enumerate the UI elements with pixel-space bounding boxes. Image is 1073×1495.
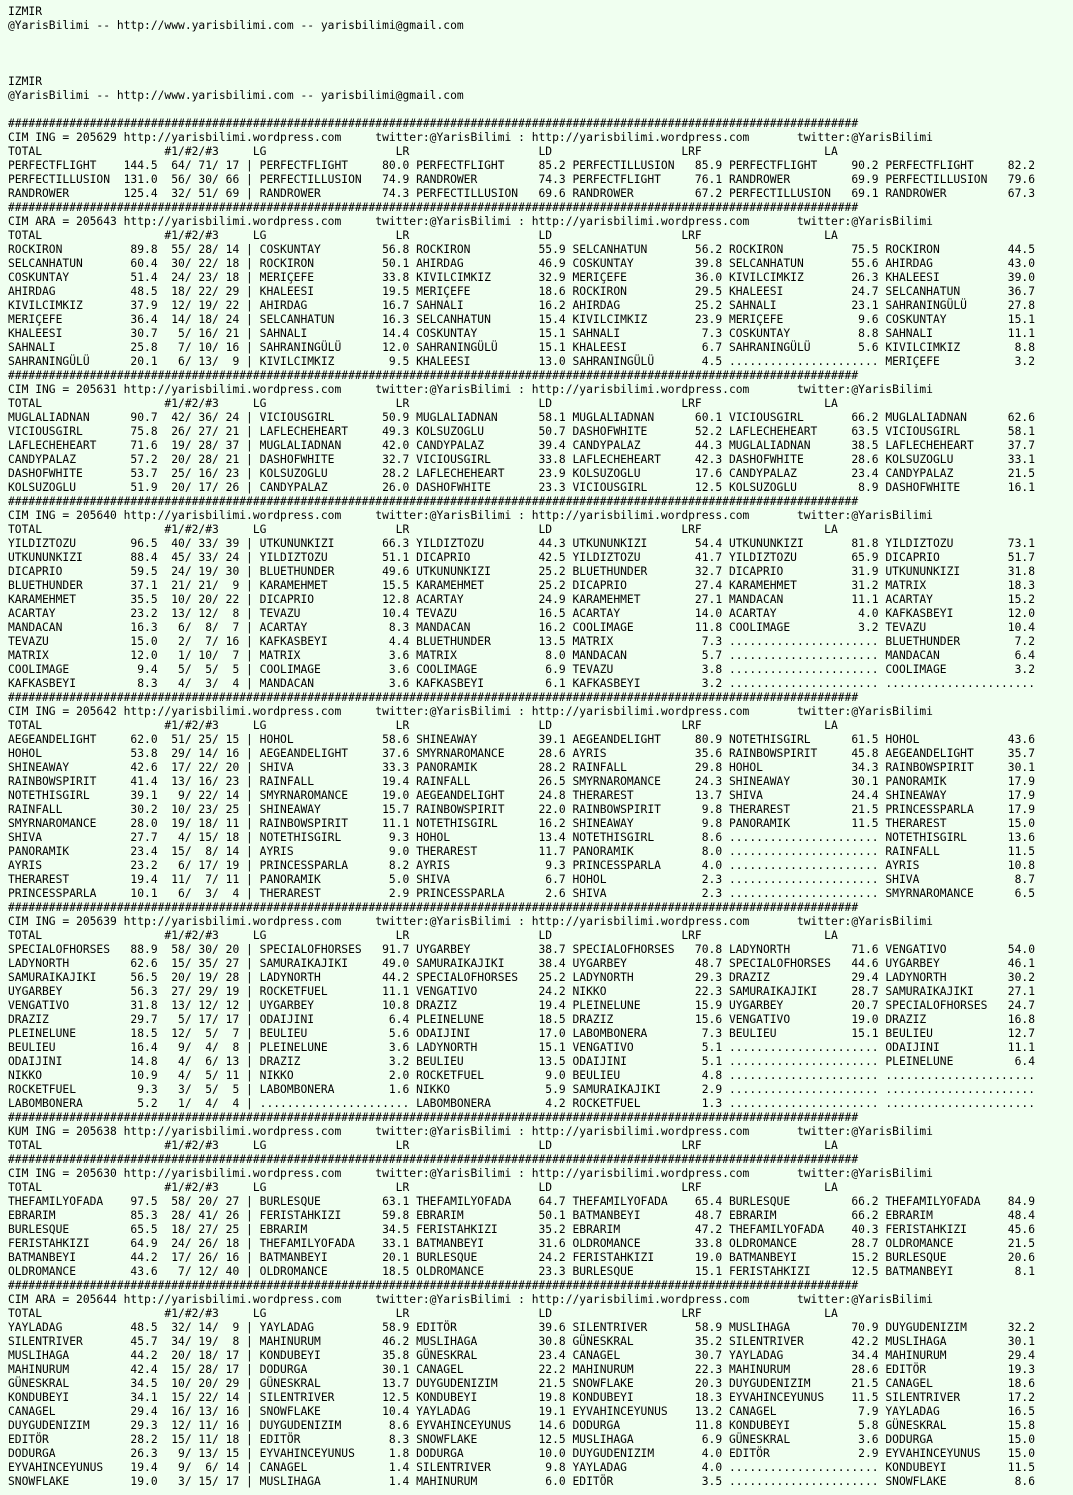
result-row: LADYNORTH 62.6 15/ 35/ 27 | SAMURAIKAJIKI 49.0 SAMURAIKAJIKI 38.4 UYGARBEY 48.7 SPECIALOFHORSES 44.6 UYGARBEY 46.1 [8,957,1035,970]
result-row: COOLIMAGE 9.4 5/ 5/ 5 | COOLIMAGE 3.6 COOLIMAGE 6.9 TEVAZU 3.8 ...................... COOLIMAGE 3.2 [8,663,1035,676]
result-row: ODAIJINI 14.8 4/ 6/ 13 | DRAZIZ 3.2 BEULIEU 13.5 ODAIJINI 5.1 ...................... PLEINELUNE 6.4 [8,1055,1035,1068]
result-row: OLDROMANCE 43.6 7/ 12/ 40 | OLDROMANCE 18.5 OLDROMANCE 23.3 BURLESQUE 15.1 FERISTAHKIZI 12.5 BATMANBEYI 8.1 [8,1265,1035,1278]
result-row: DODURGA 26.3 9/ 13/ 15 | EYVAHINCEYUNUS 1.8 DODURGA 10.0 DUYGUDENIZIM 4.0 EDITÖR 2.9 EYVAHINCEYUNUS 15.0 [8,1447,1035,1460]
result-row: SILENTRIVER 45.7 34/ 19/ 8 | MAHINURUM 46.2 MUSLIHAGA 30.8 GÜNESKRAL 35.2 SILENTRIVER 42.2 MUSLIHAGA 30.1 [8,1335,1035,1348]
result-row: BLUETHUNDER 37.1 21/ 21/ 9 | KARAMEHMET 15.5 KARAMEHMET 25.2 DICAPRIO 27.4 KARAMEHMET 31.2 MATRIX 18.3 [8,579,1035,592]
column-header: TOTAL #1/#2/#3 LG LR LD LRF LA [8,1139,838,1152]
section-divider: ############################################################################################################################# [8,201,859,214]
result-row: PRINCESSPARLA 10.1 6/ 3/ 4 | THERAREST 2.9 PRINCESSPARLA 2.6 SHIVA 2.3 ...................... SMYRNAROMANCE 6.5 [8,887,1035,900]
blank-line [8,61,1073,75]
race-header: CIM ING = 205642 http://yarisbilimi.wordpress.com twitter:@YarisBilimi : http://yarisbilimi.wordpress.com twitter:@YarisBilimi [8,705,933,718]
result-row: AHIRDAG 48.5 18/ 22/ 29 | KHALEESI 19.5 MERIÇEFE 18.6 ROCKIRON 29.5 KHALEESI 24.7 SELCANHATUN 36.7 [8,285,1035,298]
result-row: SAHNALI 25.8 7/ 10/ 16 | SAHRANINGÜLÜ 12.0 SAHRANINGÜLÜ 15.1 KHALEESI 6.7 SAHRANINGÜLÜ 5.6 KIVILCIMKIZ 8.8 [8,341,1035,354]
result-row: KOLSUZOGLU 51.9 20/ 17/ 26 | CANDYPALAZ 26.0 DASHOFWHITE 23.3 VICIOUSGIRL 12.5 KOLSUZOGLU 8.9 DASHOFWHITE 16.1 [8,481,1035,494]
result-row: BATMANBEYI 44.2 17/ 26/ 16 | BATMANBEYI 20.1 BURLESQUE 24.2 FERISTAHKIZI 19.0 BATMANBEYI 15.2 BURLESQUE 20.6 [8,1251,1035,1264]
section-divider: ############################################################################################################################# [8,369,859,382]
column-header: TOTAL #1/#2/#3 LG LR LD LRF LA [8,523,838,536]
city-title: IZMIR [8,5,43,18]
result-row: MATRIX 12.0 1/ 10/ 7 | MATRIX 3.6 MATRIX 8.0 MANDACAN 5.7 ...................... MANDACAN 6.4 [8,649,1035,662]
section-divider: ############################################################################################################################# [8,495,859,508]
race-header: KUM ING = 205638 http://yarisbilimi.wordpress.com twitter:@YarisBilimi : http://yarisbilimi.wordpress.com twitter:@YarisBilimi [8,1125,933,1138]
section-divider: ############################################################################################################################# [8,117,859,130]
result-row: COSKUNTAY 51.4 24/ 23/ 18 | MERIÇEFE 33.8 KIVILCIMKIZ 32.9 MERIÇEFE 36.0 KIVILCIMKIZ 26.3 KHALEESI 39.0 [8,271,1035,284]
result-row: UYGARBEY 56.3 27/ 29/ 19 | ROCKETFUEL 11.1 VENGATIVO 24.2 NIKKO 22.3 SAMURAIKAJIKI 28.7 SAMURAIKAJIKI 27.1 [8,985,1035,998]
result-row: AYRIS 23.2 6/ 17/ 19 | PRINCESSPARLA 8.2 AYRIS 9.3 PRINCESSPARLA 4.0 ...................... AYRIS 10.8 [8,859,1035,872]
result-row: DICAPRIO 59.5 24/ 19/ 30 | BLUETHUNDER 49.6 UTKUNUNKIZI 25.2 BLUETHUNDER 32.7 DICAPRIO 31.9 UTKUNUNKIZI 31.8 [8,565,1035,578]
result-row: SNOWFLAKE 19.0 3/ 15/ 17 | MUSLIHAGA 1.4 MAHINURUM 6.0 EDITÖR 3.5 ...................... SNOWFLAKE 8.6 [8,1475,1035,1488]
result-row: RANDROWER 125.4 32/ 51/ 69 | RANDROWER 74.3 PERFECTILLUSION 69.6 RANDROWER 67.2 PERFECTILLUSION 69.1 RANDROWER 67.3 [8,187,1035,200]
result-row: HOHOL 53.8 29/ 14/ 16 | AEGEANDELIGHT 37.6 SMYRNAROMANCE 28.6 AYRIS 35.6 RAINBOWSPIRIT 45.8 AEGEANDELIGHT 35.7 [8,747,1035,760]
result-row: EDITÖR 28.2 15/ 11/ 18 | EDITÖR 8.3 SNOWFLAKE 12.5 MUSLIHAGA 6.9 GÜNESKRAL 3.6 DODURGA 15.0 [8,1433,1035,1446]
column-header: TOTAL #1/#2/#3 LG LR LD LRF LA [8,145,838,158]
city-title: IZMIR [8,75,43,88]
result-row: VENGATIVO 31.8 13/ 12/ 12 | UYGARBEY 10.8 DRAZIZ 19.4 PLEINELUNE 15.9 UYGARBEY 20.7 SPECIALOFHORSES 24.7 [8,999,1035,1012]
section-divider: ############################################################################################################################# [8,1111,859,1124]
blank-line [8,33,1073,47]
result-row: DASHOFWHITE 53.7 25/ 16/ 23 | KOLSUZOGLU 28.2 LAFLECHEHEART 23.9 KOLSUZOGLU 17.6 CANDYPALAZ 23.4 CANDYPALAZ 21.5 [8,467,1035,480]
result-row: KIVILCIMKIZ 37.9 12/ 19/ 22 | AHIRDAG 16.7 SAHNALI 16.2 AHIRDAG 25.2 SAHNALI 23.1 SAHRANINGÜLÜ 27.8 [8,299,1035,312]
contact-line: @YarisBilimi -- http://www.yarisbilimi.com -- yarisbilimi@gmail.com [8,89,464,102]
result-row: ROCKIRON 89.8 55/ 28/ 14 | COSKUNTAY 56.8 ROCKIRON 55.9 SELCANHATUN 56.2 ROCKIRON 75.5 ROCKIRON 44.5 [8,243,1035,256]
result-row: PANORAMIK 23.4 15/ 8/ 14 | AYRIS 9.0 THERAREST 11.7 PANORAMIK 8.0 ...................... RAINFALL 11.5 [8,845,1035,858]
result-row: EBRARIM 85.3 28/ 41/ 26 | FERISTAHKIZI 59.8 EBRARIM 50.1 BATMANBEYI 48.7 EBRARIM 66.2 EBRARIM 48.4 [8,1209,1035,1222]
result-row: LABOMBONERA 5.2 1/ 4/ 4 | ...................... LABOMBONERA 4.2 ROCKETFUEL 1.3 ...................... ...................... [8,1097,1035,1110]
result-row: SHIVA 27.7 4/ 15/ 18 | NOTETHISGIRL 9.3 HOHOL 13.4 NOTETHISGIRL 8.6 ...................... NOTETHISGIRL 13.6 [8,831,1035,844]
result-row: TEVAZU 15.0 2/ 7/ 16 | KAFKASBEYI 4.4 BLUETHUNDER 13.5 MATRIX 7.3 ...................... BLUETHUNDER 7.2 [8,635,1035,648]
result-row: UTKUNUNKIZI 88.4 45/ 33/ 24 | YILDIZTOZU 51.1 DICAPRIO 42.5 YILDIZTOZU 41.7 YILDIZTOZU 65.9 DICAPRIO 51.7 [8,551,1035,564]
column-header: TOTAL #1/#2/#3 LG LR LD LRF LA [8,929,838,942]
result-row: BEULIEU 16.4 9/ 4/ 8 | PLEINELUNE 3.6 LADYNORTH 15.1 VENGATIVO 5.1 ...................... ODAIJINI 11.1 [8,1041,1035,1054]
section-divider: ############################################################################################################################# [8,1279,859,1292]
result-row: PERFECTILLUSION 131.0 56/ 30/ 66 | PERFECTILLUSION 74.9 RANDROWER 74.3 PERFECTFLIGHT 76.1 RANDROWER 69.9 PERFECTILLUSION 79.6 [8,173,1035,186]
result-row: PERFECTFLIGHT 144.5 64/ 71/ 17 | PERFECTFLIGHT 80.0 PERFECTFLIGHT 85.2 PERFECTILLUSION 85.9 PERFECTFLIGHT 90.2 PERFECTFLIGHT 82.2 [8,159,1035,172]
result-row: CANDYPALAZ 57.2 20/ 28/ 21 | DASHOFWHITE 32.7 VICIOUSGIRL 33.8 LAFLECHEHEART 42.3 DASHOFWHITE 28.6 KOLSUZOGLU 33.1 [8,453,1035,466]
result-row: KAFKASBEYI 8.3 4/ 3/ 4 | MANDACAN 3.6 KAFKASBEYI 6.1 KAFKASBEYI 3.2 ...................... ...................... [8,677,1035,690]
result-row: SMYRNAROMANCE 28.0 19/ 18/ 11 | RAINBOWSPIRIT 11.1 NOTETHISGIRL 16.2 SHINEAWAY 9.8 PANORAMIK 11.5 THERAREST 15.0 [8,817,1035,830]
column-header: TOTAL #1/#2/#3 LG LR LD LRF LA [8,1307,838,1320]
result-row: MUGLALIADNAN 90.7 42/ 36/ 24 | VICIOUSGIRL 50.9 MUGLALIADNAN 58.1 MUGLALIADNAN 60.1 VICIOUSGIRL 66.2 MUGLALIADNAN 62.6 [8,411,1035,424]
race-header: CIM ING = 205630 http://yarisbilimi.wordpress.com twitter:@YarisBilimi : http://yarisbilimi.wordpress.com twitter:@YarisBilimi [8,1167,933,1180]
column-header: TOTAL #1/#2/#3 LG LR LD LRF LA [8,397,838,410]
column-header: TOTAL #1/#2/#3 LG LR LD LRF LA [8,719,838,732]
result-row: SPECIALOFHORSES 88.9 58/ 30/ 20 | SPECIALOFHORSES 91.7 UYGARBEY 38.7 SPECIALOFHORSES 70.8 LADYNORTH 71.6 VENGATIVO 54.0 [8,943,1035,956]
section-divider: ############################################################################################################################# [8,691,859,704]
result-row: SAMURAIKAJIKI 56.5 20/ 19/ 28 | LADYNORTH 44.2 SPECIALOFHORSES 25.2 LADYNORTH 29.3 DRAZIZ 29.4 LADYNORTH 30.2 [8,971,1035,984]
result-row: EYVAHINCEYUNUS 19.4 9/ 6/ 14 | CANAGEL 1.4 SILENTRIVER 9.8 YAYLADAG 4.0 ...................... KONDUBEYI 11.5 [8,1461,1035,1474]
section-divider: ############################################################################################################################# [8,1153,859,1166]
result-row: AEGEANDELIGHT 62.0 51/ 25/ 15 | HOHOL 58.6 SHINEAWAY 39.1 AEGEANDELIGHT 80.9 NOTETHISGIRL 61.5 HOHOL 43.6 [8,733,1035,746]
result-row: BURLESQUE 65.5 18/ 27/ 25 | EBRARIM 34.5 FERISTAHKIZI 35.2 EBRARIM 47.2 THEFAMILYOFADA 40.3 FERISTAHKIZI 45.6 [8,1223,1035,1236]
contact-line: @YarisBilimi -- http://www.yarisbilimi.com -- yarisbilimi@gmail.com [8,19,464,32]
column-header: TOTAL #1/#2/#3 LG LR LD LRF LA [8,229,838,242]
race-header: CIM ARA = 205643 http://yarisbilimi.wordpress.com twitter:@YarisBilimi : http://yarisbilimi.wordpress.com twitter:@YarisBilimi [8,215,933,228]
result-row: FERISTAHKIZI 64.9 24/ 26/ 18 | THEFAMILYOFADA 33.1 BATMANBEYI 31.6 OLDROMANCE 33.8 OLDROMANCE 28.7 OLDROMANCE 21.5 [8,1237,1035,1250]
result-row: SAHRANINGÜLÜ 20.1 6/ 13/ 9 | KIVILCIMKIZ 9.5 KHALEESI 13.0 SAHRANINGÜLÜ 4.5 ...................... MERIÇEFE 3.2 [8,355,1035,368]
race-header: CIM ING = 205640 http://yarisbilimi.wordpress.com twitter:@YarisBilimi : http://yarisbilimi.wordpress.com twitter:@YarisBilimi [8,509,933,522]
result-row: KHALEESI 30.7 5/ 16/ 21 | SAHNALI 14.4 COSKUNTAY 15.1 SAHNALI 7.3 COSKUNTAY 8.8 SAHNALI 11.1 [8,327,1035,340]
result-row: DRAZIZ 29.7 5/ 17/ 17 | ODAIJINI 6.4 PLEINELUNE 18.5 DRAZIZ 15.6 VENGATIVO 19.0 DRAZIZ 16.8 [8,1013,1035,1026]
result-row: MAHINURUM 42.4 15/ 28/ 17 | DODURGA 30.1 CANAGEL 22.2 MAHINURUM 22.3 MAHINURUM 28.6 EDITÖR 19.3 [8,1363,1035,1376]
result-row: YILDIZTOZU 96.5 40/ 33/ 39 | UTKUNUNKIZI 66.3 YILDIZTOZU 44.3 UTKUNUNKIZI 54.4 UTKUNUNKIZI 81.8 YILDIZTOZU 73.1 [8,537,1035,550]
result-row: ROCKETFUEL 9.3 3/ 5/ 5 | LABOMBONERA 1.6 NIKKO 5.9 SAMURAIKAJIKI 2.9 ...................... ...................... [8,1083,1035,1096]
result-row: ACARTAY 23.2 13/ 12/ 8 | TEVAZU 10.4 TEVAZU 16.5 ACARTAY 14.0 ACARTAY 4.0 KAFKASBEYI 12.0 [8,607,1035,620]
column-header: TOTAL #1/#2/#3 LG LR LD LRF LA [8,1181,838,1194]
result-row: GÜNESKRAL 34.5 10/ 20/ 29 | GÜNESKRAL 13.7 DUYGUDENIZIM 21.5 SNOWFLAKE 20.3 DUYGUDENIZIM 21.5 CANAGEL 18.6 [8,1377,1035,1390]
result-row: NIKKO 10.9 4/ 5/ 11 | NIKKO 2.0 ROCKETFUEL 9.0 BEULIEU 4.8 ...................... ...................... [8,1069,1035,1082]
race-header: CIM ING = 205631 http://yarisbilimi.wordpress.com twitter:@YarisBilimi : http://yarisbilimi.wordpress.com twitter:@YarisBilimi [8,383,933,396]
result-row: RAINBOWSPIRIT 41.4 13/ 16/ 23 | RAINFALL 19.4 RAINFALL 26.5 SMYRNAROMANCE 24.3 SHINEAWAY 30.1 PANORAMIK 17.9 [8,775,1035,788]
result-row: KARAMEHMET 35.5 10/ 20/ 22 | DICAPRIO 12.8 ACARTAY 24.9 KARAMEHMET 27.1 MANDACAN 11.1 ACARTAY 15.2 [8,593,1035,606]
result-row: RAINFALL 30.2 10/ 23/ 25 | SHINEAWAY 15.7 RAINBOWSPIRIT 22.0 RAINBOWSPIRIT 9.8 THERAREST 21.5 PRINCESSPARLA 17.9 [8,803,1035,816]
section-divider: ############################################################################################################################# [8,901,859,914]
result-row: THEFAMILYOFADA 97.5 58/ 20/ 27 | BURLESQUE 63.1 THEFAMILYOFADA 64.7 THEFAMILYOFADA 65.4 BURLESQUE 66.2 THEFAMILYOFADA 84.9 [8,1195,1035,1208]
result-row: KONDUBEYI 34.1 15/ 22/ 14 | SILENTRIVER 12.5 KONDUBEYI 19.8 KONDUBEYI 18.3 EYVAHINCEYUNUS 11.5 SILENTRIVER 17.2 [8,1391,1035,1404]
result-row: NOTETHISGIRL 39.1 9/ 22/ 14 | SMYRNAROMANCE 19.0 AEGEANDELIGHT 24.8 THERAREST 13.7 SHIVA 24.4 SHINEAWAY 17.9 [8,789,1035,802]
result-row: PLEINELUNE 18.5 12/ 5/ 7 | BEULIEU 5.6 ODAIJINI 17.0 LABOMBONERA 7.3 BEULIEU 15.1 BEULIEU 12.7 [8,1027,1035,1040]
result-row: CANAGEL 29.4 16/ 13/ 16 | SNOWFLAKE 10.4 YAYLADAG 19.1 EYVAHINCEYUNUS 13.2 CANAGEL 7.9 YAYLADAG 16.5 [8,1405,1035,1418]
result-row: MUSLIHAGA 44.2 20/ 18/ 17 | KONDUBEYI 35.8 GÜNESKRAL 23.4 CANAGEL 30.7 YAYLADAG 34.4 MAHINURUM 29.4 [8,1349,1035,1362]
result-row: VICIOUSGIRL 75.8 26/ 27/ 21 | LAFLECHEHEART 49.3 KOLSUZOGLU 50.7 DASHOFWHITE 52.2 LAFLECHEHEART 63.5 VICIOUSGIRL 58.1 [8,425,1035,438]
result-row: MERIÇEFE 36.4 14/ 18/ 24 | SELCANHATUN 16.3 SELCANHATUN 15.4 KIVILCIMKIZ 23.9 MERIÇEFE 9.6 COSKUNTAY 15.1 [8,313,1035,326]
result-row: SELCANHATUN 60.4 30/ 22/ 18 | ROCKIRON 50.1 AHIRDAG 46.9 COSKUNTAY 39.8 SELCANHATUN 55.6 AHIRDAG 43.0 [8,257,1035,270]
race-header: CIM ING = 205629 http://yarisbilimi.wordpress.com twitter:@YarisBilimi : http://yarisbilimi.wordpress.com twitter:@YarisBilimi [8,131,933,144]
result-row: LAFLECHEHEART 71.6 19/ 28/ 37 | MUGLALIADNAN 42.0 CANDYPALAZ 39.4 CANDYPALAZ 44.3 MUGLALIADNAN 38.5 LAFLECHEHEART 37.7 [8,439,1035,452]
blank-line [8,47,1073,61]
result-row: THERAREST 19.4 11/ 7/ 11 | PANORAMIK 5.0 SHIVA 6.7 HOHOL 2.3 ...................... SHIVA 8.7 [8,873,1035,886]
race-header: CIM ARA = 205644 http://yarisbilimi.wordpress.com twitter:@YarisBilimi : http://yarisbilimi.wordpress.com twitter:@YarisBilimi [8,1293,933,1306]
result-row: MANDACAN 16.3 6/ 8/ 7 | ACARTAY 8.3 MANDACAN 16.2 COOLIMAGE 11.8 COOLIMAGE 3.2 TEVAZU 10.4 [8,621,1035,634]
result-row: DUYGUDENIZIM 29.3 12/ 11/ 16 | DUYGUDENIZIM 8.6 EYVAHINCEYUNUS 14.6 DODURGA 11.8 KONDUBEYI 5.8 GÜNESKRAL 15.8 [8,1419,1035,1432]
race-header: CIM ING = 205639 http://yarisbilimi.wordpress.com twitter:@YarisBilimi : http://yarisbilimi.wordpress.com twitter:@YarisBilimi [8,915,933,928]
result-row: YAYLADAG 48.5 32/ 14/ 9 | YAYLADAG 58.9 EDITÖR 39.6 SILENTRIVER 58.9 MUSLIHAGA 70.9 DUYGUDENIZIM 32.2 [8,1321,1035,1334]
result-row: SHINEAWAY 42.6 17/ 22/ 20 | SHIVA 33.3 PANORAMIK 28.2 RAINFALL 29.8 HOHOL 34.3 RAINBOWSPIRIT 30.1 [8,761,1035,774]
blank-line [8,103,1073,117]
